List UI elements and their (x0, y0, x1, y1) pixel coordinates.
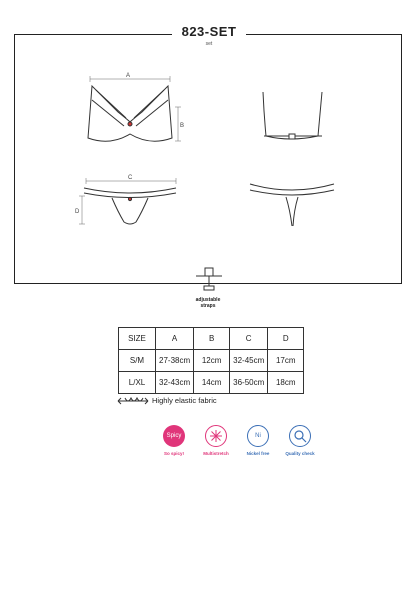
adjustable-strap-icon (196, 268, 222, 290)
spicy-icon: Spicy (163, 425, 185, 447)
table-row: S/M 27-38cm 12cm 32-45cm 17cm (119, 350, 304, 372)
product-subtitle: set (205, 41, 213, 47)
label-a: A (126, 73, 131, 79)
label-d: D (75, 209, 80, 215)
label-b: B (180, 123, 185, 129)
label-c: C (128, 175, 133, 181)
table-row: L/XL 32-43cm 14cm 36-50cm 18cm (119, 372, 304, 394)
feature-quality-check: Quality check (280, 425, 320, 456)
adjustable-straps-note: adjustable straps (195, 297, 221, 309)
fabric-note: Highly elastic fabric (152, 396, 217, 405)
bra-front-drawing (88, 86, 172, 141)
brief-back-drawing (250, 184, 334, 226)
feature-spicy: Spicy So spicy! (154, 425, 194, 456)
bra-back-drawing (263, 92, 322, 139)
product-title: 823-SET (0, 24, 418, 39)
multistretch-icon (205, 425, 227, 447)
quality-check-icon (289, 425, 311, 447)
nickel-free-icon: Ni (247, 425, 269, 447)
size-table (118, 327, 304, 394)
brief-front-drawing (84, 188, 176, 224)
feature-multistretch: Multistretch (196, 425, 236, 456)
elastic-fabric-icon (118, 398, 148, 404)
feature-nickel-free: Ni Nickel free (238, 425, 278, 456)
table-header-row: SIZE A B C D (119, 328, 304, 350)
